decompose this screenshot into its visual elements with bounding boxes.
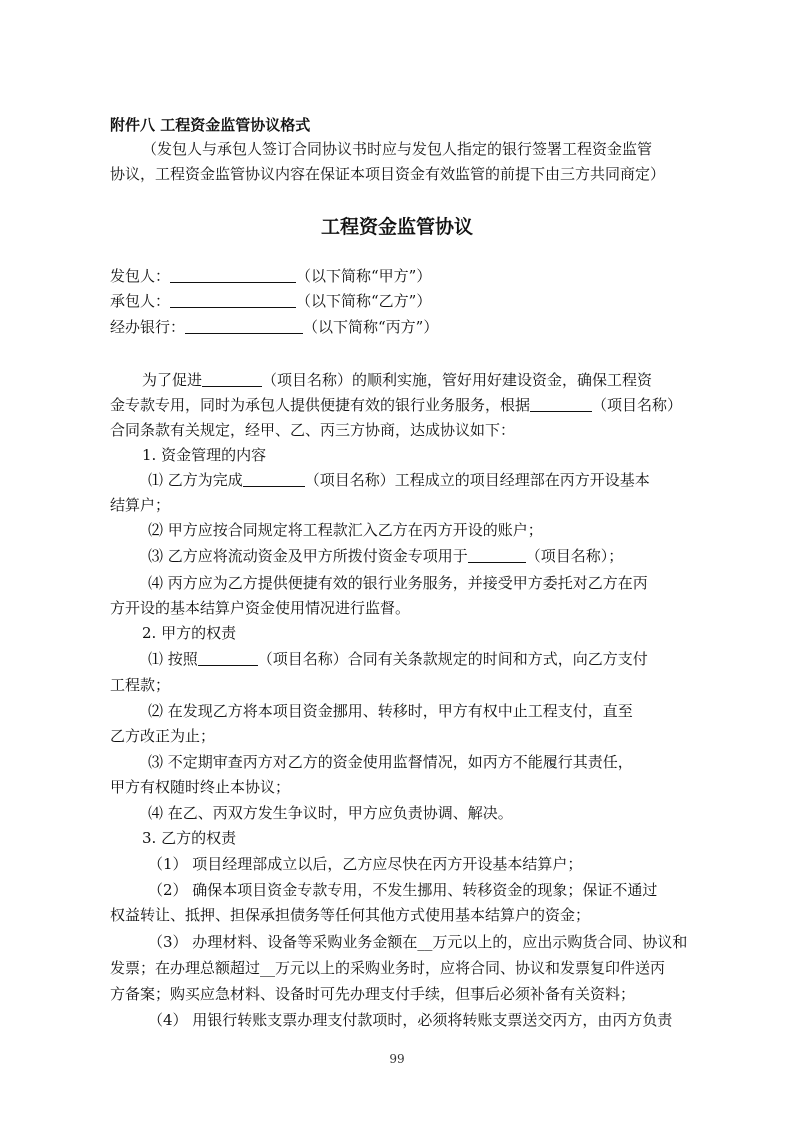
blank-field [202, 371, 262, 387]
list-item: ⑷ 丙方应为乙方提供便捷有效的银行业务服务，并接受甲方委托对乙方在丙 [148, 574, 648, 592]
party-suffix: （以下简称“乙方”） [296, 292, 432, 310]
list-item-continuation: 乙方改正为止； [110, 727, 216, 745]
list-item-continuation: 工程款； [110, 676, 171, 694]
page-number: 99 [389, 1052, 405, 1066]
list-item: ⑶ 乙方应将流动资金及甲方所拨付资金专项用于 （项目名称）； [148, 547, 624, 565]
list-item: ⑴ 按照 （项目名称）合同有关条款规定的时间和方式，向乙方支付 [148, 650, 648, 668]
blank-field [198, 650, 258, 666]
list-item: ⑶ 不定期审查丙方对乙方的资金使用监督情况，如丙方不能履行其责任， [148, 753, 633, 771]
list-item: ⑵ 甲方应按合同规定将工程款汇入乙方在丙方开设的账户； [148, 521, 543, 539]
party-label: 经办银行： [110, 318, 186, 336]
paragraph-line: 金专款专用，同时为承包人提供便捷有效的银行业务服务，根据 （项目名称） [110, 396, 683, 414]
list-item-continuation: 方开设的基本结算户资金使用情况进行监督。 [110, 599, 411, 617]
party-suffix: （以下简称“甲方”） [296, 267, 432, 285]
intro-line-2: 协议，工程资金监管协议内容在保证本项目资金有效监管的前提下由三方共同商定） [110, 165, 666, 183]
list-item-continuation: 权益转让、抵押、担保承担债务等任何其他方式使用基本结算户的资金； [110, 906, 591, 924]
section-3-heading: 3. 乙方的权责 [142, 829, 237, 847]
list-item: ⑷ 在乙、丙双方发生争议时，甲方应负责协调、解决。 [148, 804, 513, 822]
party-suffix: （以下简称“丙方”） [303, 318, 439, 336]
list-item: （4） 用银行转账支票办理支付款项时，必须将转账支票送交丙方，由丙方负责 [148, 1011, 673, 1029]
intro-line-1: （发包人与承包人签订合同协议书时应与发包人指定的银行签署工程资金监管 [142, 140, 653, 158]
blank-field [185, 318, 303, 334]
party-bank [110, 317, 438, 337]
list-item: ⑵ 在发现乙方将本项目资金挪用、转移时，甲方有权中止工程支付，直至 [148, 702, 633, 720]
list-item-continuation: 甲方有权随时终止本协议； [110, 778, 291, 796]
party-contractor [110, 291, 431, 311]
list-item-continuation: 方备案；购买应急材料、设备时可先办理支付手续，但事后必须补备有关资料； [110, 985, 636, 1003]
blank-field [170, 267, 296, 283]
blank-field [468, 547, 526, 563]
document-title: 工程资金监管协议 [320, 216, 473, 238]
paragraph-line: 为了促进 （项目名称）的顺利实施，管好用好建设资金，确保工程资 [142, 371, 653, 389]
list-item: （2） 确保本项目资金专款专用，不发生挪用、转移资金的现象；保证不通过 [148, 881, 658, 899]
blank-field [243, 471, 305, 487]
list-item: （1） 项目经理部成立以后，乙方应尽快在丙方开设基本结算户； [148, 855, 583, 873]
party-employer [110, 266, 431, 286]
party-label: 发包人： [110, 267, 171, 285]
section-1-heading: 1. 资金管理的内容 [142, 446, 267, 464]
list-item: ⑴ 乙方为完成 （项目名称）工程成立的项目经理部在丙方开设基本 [148, 471, 650, 489]
list-item-continuation: 发票；在办理总额超过__万元以上的采购业务时，应将合同、协议和发票复印件送丙 [110, 959, 666, 977]
list-item-continuation: 结算户； [110, 496, 171, 514]
blank-field [170, 292, 296, 308]
list-item: （3） 办理材料、设备等采购业务金额在__万元以上的，应出示购货合同、协议和 [148, 933, 688, 951]
section-2-heading: 2. 甲方的权责 [142, 624, 237, 642]
blank-field [530, 396, 592, 412]
paragraph-line: 合同条款有关规定，经甲、乙、丙三方协商，达成协议如下： [110, 421, 516, 439]
party-label: 承包人： [110, 292, 171, 310]
appendix-heading: 附件八 工程资金监管协议格式 [110, 116, 311, 134]
